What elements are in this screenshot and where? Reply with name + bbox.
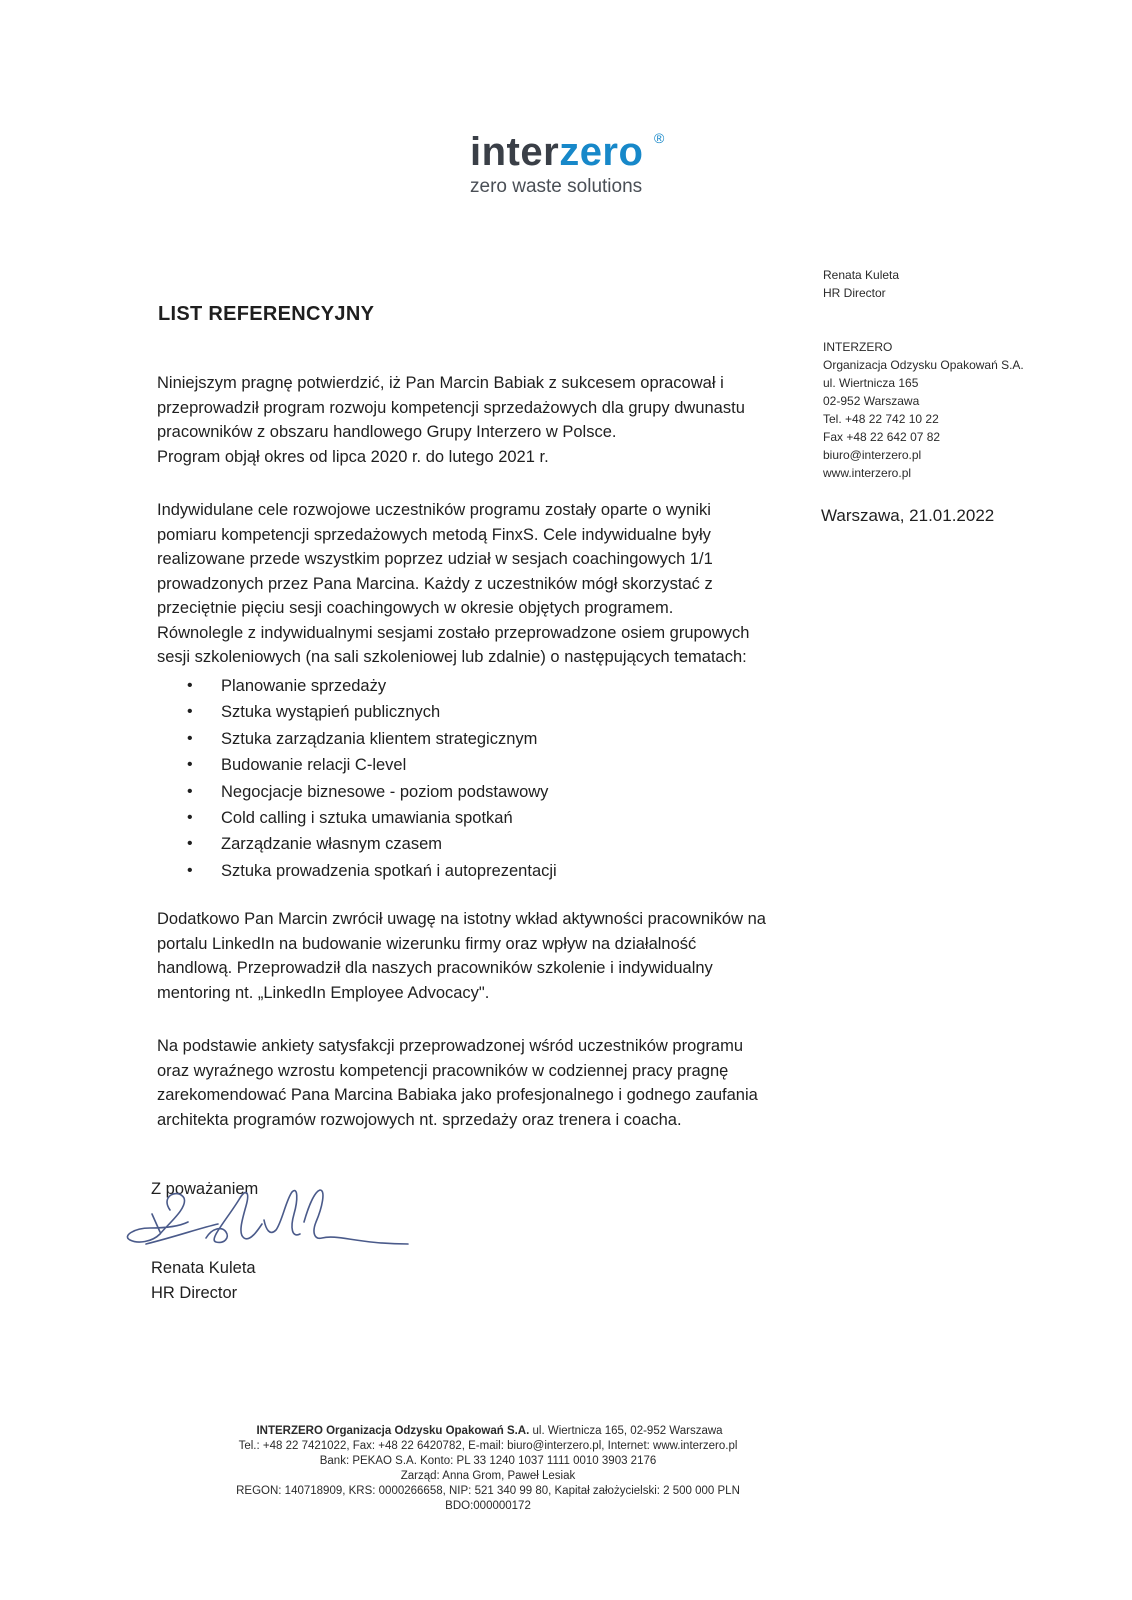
text-line: Indywidulane cele rozwojowe uczestników programu zostały oparte o wyniki: [157, 501, 711, 519]
text-line: mentoring nt. „LinkedIn Employee Advocacy".: [157, 983, 490, 1002]
logo-tagline: zero waste solutions: [470, 176, 643, 197]
signatory-role: HR Director: [151, 1284, 238, 1302]
text-line: przeprowadził program rozwoju kompetencji sprzedażowych dla grupy dwunastu: [157, 398, 745, 417]
text-line: portalu LinkedIn na budowanie wizerunku firmy oraz wpływ na działalność: [157, 934, 697, 953]
company-address: [823, 338, 1024, 482]
text-line: Na podstawie ankiety satysfakcji przeprowadzonej wśród uczestników programu: [157, 1037, 744, 1055]
text-line: sesji szkoleniowych (na sali szkoleniowej lub zdalnie) o następujących tematach:: [157, 648, 747, 666]
list-item: • Zarządzanie własnym czasem: [187, 831, 557, 857]
footer-address: ul. Wiertnicza 165, 02-952 Warszawa: [529, 1425, 723, 1437]
logo-word-blue: zero: [559, 130, 644, 174]
sender-name: Renata Kuleta: [823, 268, 900, 282]
text-line: architekta programów rozwojowych nt. sprzedaży oraz trenera i coacha.: [157, 1110, 682, 1129]
text-line: zarekomendować Pana Marcina Babiaka jako profesjonalnego i godnego zaufania: [157, 1086, 758, 1104]
signatory-name: Renata Kuleta: [151, 1259, 256, 1277]
text-line: Program objął okres od lipca 2020 r. do lutego 2021 r.: [157, 447, 549, 466]
text-line: Dodatkowo Pan Marcin zwrócił uwagę na istotny wkład aktywności pracowników na: [157, 910, 766, 928]
text-line: realizowane przede wszystkim poprzez udział w sesjach coachingowych 1/1: [157, 550, 713, 568]
text-line: oraz wyraźnego wzrostu kompetencji pracowników w codziennej pracy pragnę: [157, 1061, 729, 1080]
text-line: prowadzonych przez Pana Marcina. Każdy z uczestników mógł skorzystać z: [157, 574, 713, 593]
list-item: • Sztuka zarządzania klientem strategicznym: [187, 726, 557, 752]
company-line: Tel. +48 22 742 10 22: [823, 412, 939, 426]
footer-bank: Bank: PEKAO S.A. Konto: PL 33 1240 1037 1111 0010 3903 2176: [319, 1455, 657, 1467]
text-line: pracowników z obszaru handlowego Grupy Interzero w Polsce.: [157, 423, 617, 441]
list-item: • Sztuka prowadzenia spotkań i autoprezentacji: [187, 858, 557, 884]
paragraph-recommendation: [157, 1034, 822, 1132]
logo-word-dark: inter: [470, 130, 560, 174]
company-line: Fax +48 22 642 07 82: [823, 430, 941, 444]
date-line: Warszawa, 21.01.2022: [821, 506, 995, 525]
page-footer: [0, 1424, 976, 1514]
company-line: 02-952 Warszawa: [823, 394, 920, 408]
footer-bdo: BDO:000000172: [445, 1500, 531, 1512]
topics-list: [187, 673, 557, 884]
footer-registry: REGON: 140718909, KRS: 0000266658, NIP: 521 340 99 80, Kapitał założycielski: 2 500 000 PLN: [236, 1485, 740, 1497]
company-line: biuro@interzero.pl: [823, 448, 922, 462]
list-item: • Cold calling i sztuka umawiania spotkań: [187, 805, 557, 831]
footer-company-name: INTERZERO Organizacja Odzysku Opakowań S.A.: [256, 1425, 530, 1437]
sender-role: HR Director: [823, 286, 886, 300]
paragraph-linkedin: [157, 907, 822, 1005]
text-line: pomiaru kompetencji sprzedażowych metodą FinxS. Cele indywidualne były: [157, 525, 711, 544]
company-line: INTERZERO: [823, 340, 893, 354]
list-item: • Sztuka wystąpień publicznych: [187, 699, 557, 725]
registered-mark: ®: [654, 130, 665, 146]
text-line: przeciętnie pięciu sesji coachingowych w okresie objętych programem.: [157, 599, 674, 617]
footer-line: [0, 1424, 976, 1439]
company-line: ul. Wiertnicza 165: [823, 376, 919, 390]
text-line: Równolegle z indywidualnymi sesjami zostało przeprowadzone osiem grupowych: [157, 623, 750, 642]
sender-block: [823, 266, 899, 302]
list-item: • Budowanie relacji C-level: [187, 752, 557, 778]
logo-wordmark: [470, 128, 643, 176]
footer-board: Zarząd: Anna Grom, Paweł Lesiak: [400, 1470, 576, 1482]
text-line: handlową. Przeprowadził dla naszych pracowników szkolenie i indywidualny: [157, 959, 713, 977]
list-item: • Negocjacje biznesowe - poziom podstawowy: [187, 779, 557, 805]
paragraph-intro: [157, 371, 827, 469]
text-line: Niniejszym pragnę potwierdzić, iż Pan Marcin Babiak z sukcesem opracował i: [157, 374, 724, 392]
paragraph-program: [157, 498, 825, 670]
footer-contact: Tel.: +48 22 7421022, Fax: +48 22 6420782, E-mail: biuro@interzero.pl, Internet: www.interzero.pl: [238, 1440, 738, 1452]
closing-phrase: Z poważaniem: [151, 1180, 259, 1198]
company-line: www.interzero.pl: [823, 466, 912, 480]
list-item: • Planowanie sprzedaży: [187, 673, 557, 699]
company-logo: [470, 128, 700, 208]
company-line: Organizacja Odzysku Opakowań S.A.: [823, 358, 1024, 372]
document-title: LIST REFERENCYJNY: [158, 303, 375, 325]
